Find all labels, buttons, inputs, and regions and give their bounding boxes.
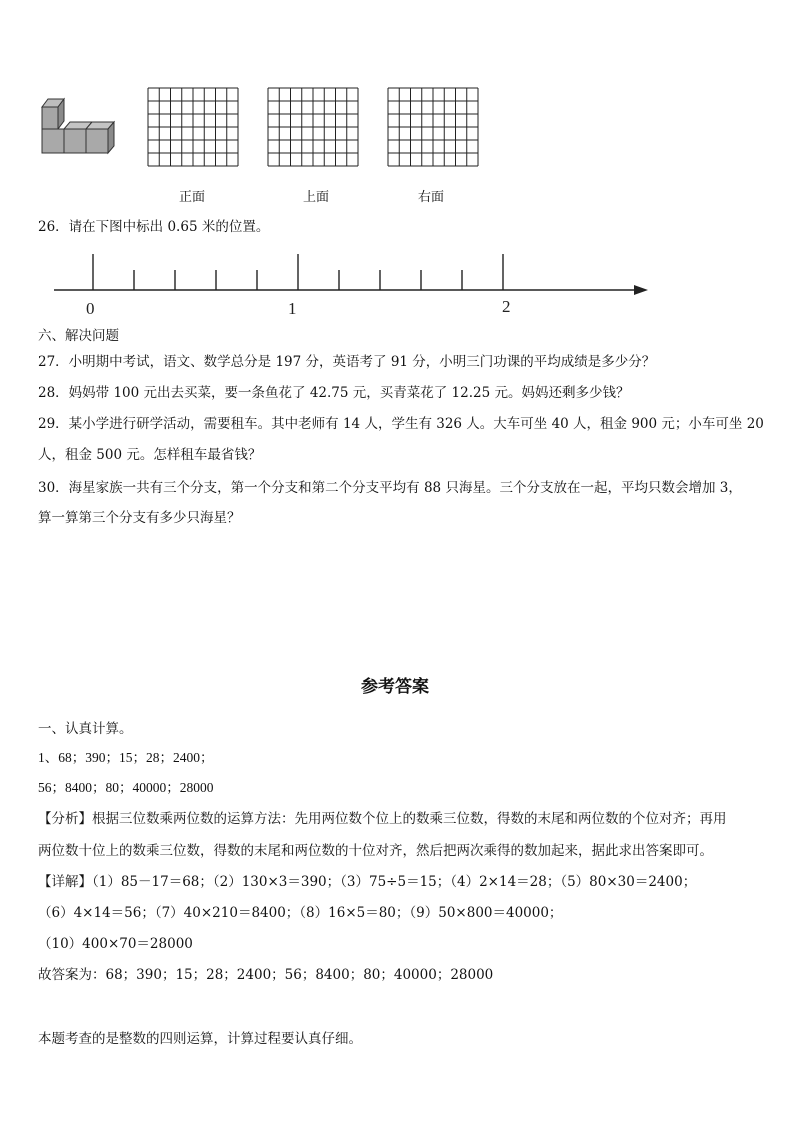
tick-label-1: 1 xyxy=(288,299,297,318)
grid-label-top: 上面 xyxy=(303,190,330,205)
tick-label-0: 0 xyxy=(86,299,95,318)
grid-front[interactable] xyxy=(147,87,239,168)
question-30-line2: 算一算第三个分支有多少只海星？ xyxy=(38,510,241,526)
section-6-heading: 六、解决问题 xyxy=(38,328,119,344)
question-27: 27．小明期中考试，语文、数学总分是 197 分，英语考了 91 分，小明三门功课的平均成绩是多少分？ xyxy=(38,354,656,370)
grid-right[interactable] xyxy=(387,87,479,168)
final-answer: 故答案为：68；390；15；28；2400；56；8400；80；40000；28000 xyxy=(38,967,494,983)
question-26: 26．请在下图中标出 0.65 米的位置。 xyxy=(38,219,270,235)
answer-1-line1: 1、68；390；15；28；2400； xyxy=(38,750,214,765)
question-29-line1: 29．某小学进行研学活动，需要租车。其中老师有 14 人，学生有 326 人。大车可坐 40 人，租金 900 元；小车可坐 20 xyxy=(38,416,764,432)
cube-figure xyxy=(38,97,120,159)
answers-title: 参考答案 xyxy=(361,677,429,697)
tick-label-2: 2 xyxy=(502,297,511,316)
number-line[interactable] xyxy=(50,248,650,318)
detail-line1: 【详解】（1）85－17＝68；（2）130×3＝390；（3）75÷5＝15；（4）2×14＝28；（5）80×30＝2400； xyxy=(38,874,697,890)
answer-1-line2: 56；8400；80；40000；28000 xyxy=(38,780,214,795)
grid-label-front: 正面 xyxy=(179,190,206,205)
answers-section-1: 一、认真计算。 xyxy=(38,721,133,737)
grid-top[interactable] xyxy=(267,87,359,168)
question-28: 28．妈妈带 100 元出去买菜，要一条鱼花了 42.75 元，买青菜花了 12.25 元。妈妈还剩多少钱？ xyxy=(38,385,630,401)
question-29-line2: 人，租金 500 元。怎样租车最省钱？ xyxy=(38,447,262,463)
detail-line3: （10）400×70＝28000 xyxy=(38,936,193,952)
analysis-line1: 【分析】根据三位数乘两位数的运算方法：先用两位数个位上的数乘三位数，得数的末尾和两位数的个位对齐；再用 xyxy=(38,811,727,827)
grid-label-right: 右面 xyxy=(418,190,445,205)
detail-line2: （6）4×14＝56；（7）40×210＝8400；（8）16×5＝80；（9）50×800＝40000； xyxy=(38,905,563,921)
question-30-line1: 30．海星家族一共有三个分支，第一个分支和第二个分支平均有 88 只海星。三个分支放在一起，平均只数会增加 3， xyxy=(38,480,742,496)
note: 本题考查的是整数的四则运算，计算过程要认真仔细。 xyxy=(38,1031,362,1047)
analysis-line2: 两位数十位上的数乘三位数，得数的末尾和两位数的十位对齐，然后把两次乘得的数加起来，据此求出答案即可。 xyxy=(38,843,713,859)
number-line-arrow xyxy=(634,285,648,295)
